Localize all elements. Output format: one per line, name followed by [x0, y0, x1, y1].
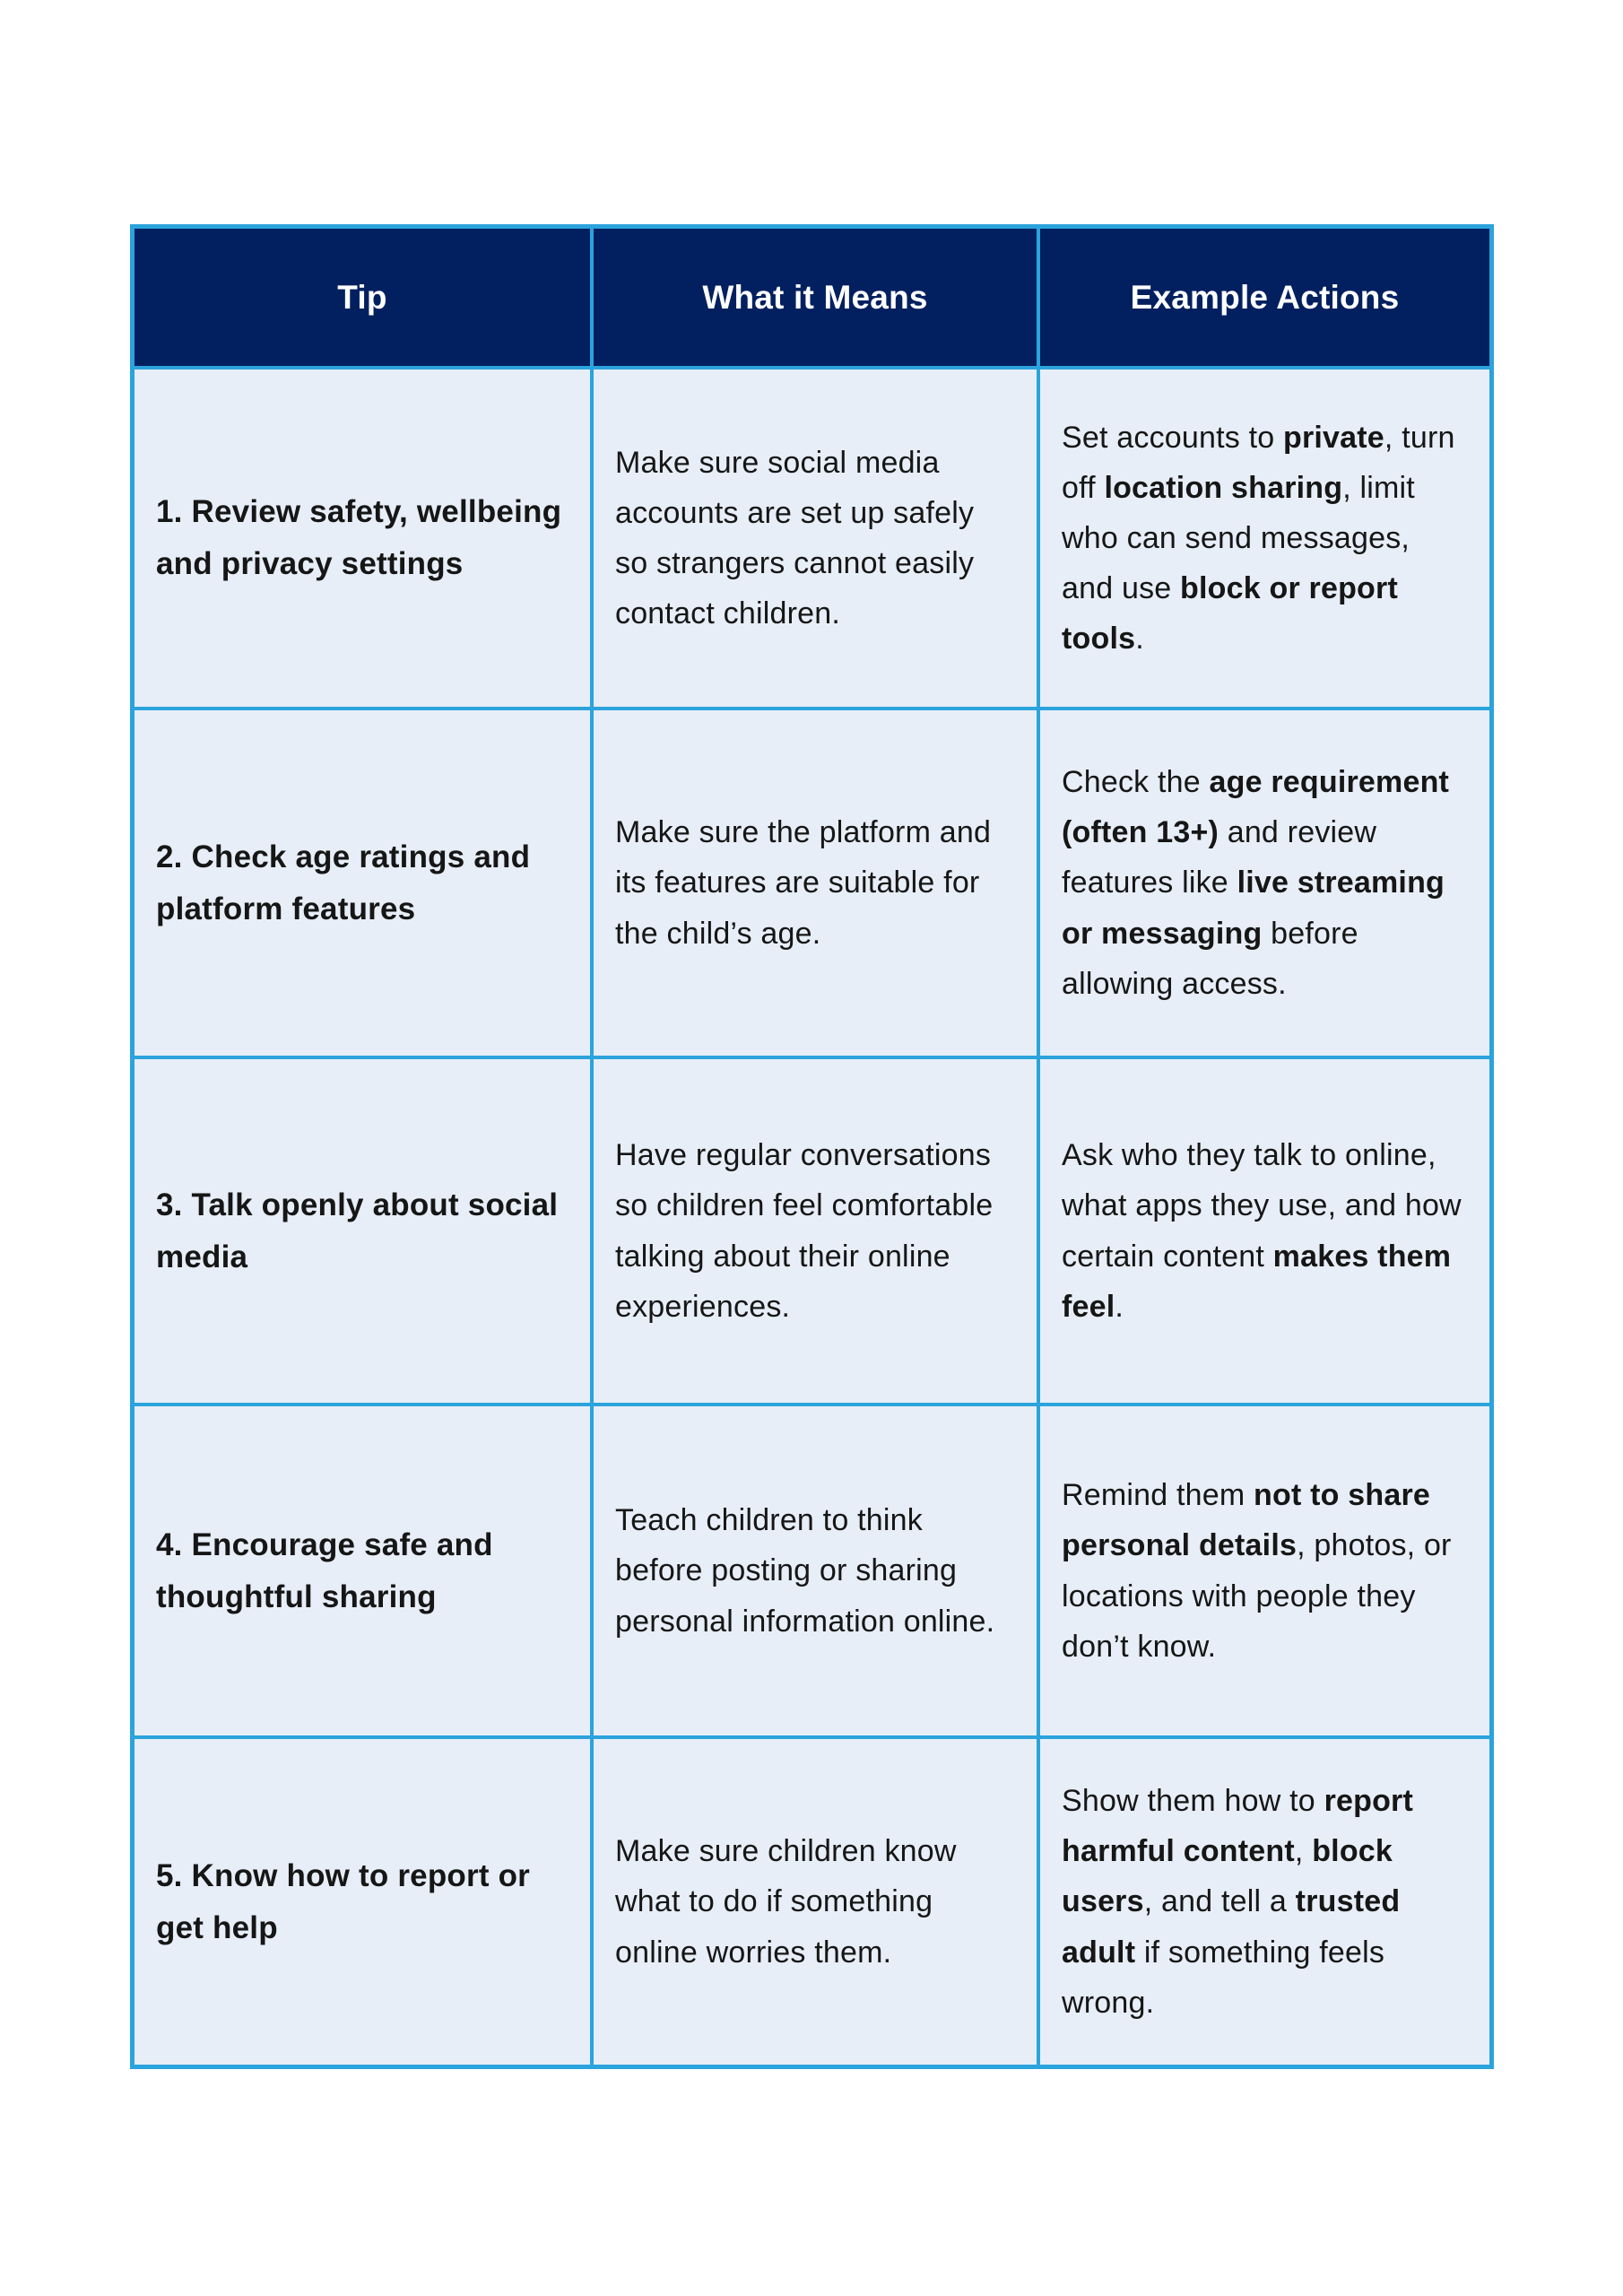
row-3-meaning-cell	[594, 1059, 1037, 1403]
row-5-actions-text: Show them how to report harmful content, block users, and tell a trusted adult if something feels wrong.	[1062, 1784, 1413, 2020]
row-3-actions-cell	[1040, 1059, 1489, 1403]
row-2-tip-cell	[135, 710, 590, 1056]
row-1-meaning-cell	[594, 370, 1037, 707]
header-cell-what-it-means: What it Means	[594, 229, 1037, 366]
row-1-tip-text: 1. Review safety, wellbeing and privacy settings	[156, 494, 562, 581]
row-5-tip-text: 5. Know how to report or get help	[156, 1857, 531, 1945]
row-1-tip-cell	[135, 370, 590, 707]
row-4-meaning-text: Teach children to think before posting or sharing personal information online.	[615, 1503, 995, 1639]
row-4-meaning-cell	[594, 1406, 1037, 1735]
row-3-meaning-text: Have regular conversations so children feel comfortable talking about their online experiences.	[615, 1138, 994, 1324]
row-4-tip-text: 4. Encourage safe and thoughtful sharing	[156, 1526, 493, 1614]
row-3-tip-cell	[135, 1059, 590, 1403]
row-1-actions-text: Set accounts to private, turn off location sharing, limit who can send messages, and use block or report tools.	[1062, 420, 1455, 657]
row-2-actions-cell	[1040, 710, 1489, 1056]
row-5-actions-cell	[1040, 1739, 1489, 2065]
row-5-tip-cell	[135, 1739, 590, 2065]
row-2-actions-text: Check the age requirement (often 13+) and review features like live streaming or messaging before allowing access.	[1062, 765, 1450, 1001]
row-1-actions-cell	[1040, 370, 1489, 707]
social-media-safety-table	[130, 224, 1494, 2069]
row-3-actions-text: Ask who they talk to online, what apps they use, and how certain content makes them feel.	[1062, 1138, 1462, 1324]
row-2-meaning-cell	[594, 710, 1037, 1056]
row-5-meaning-text: Make sure children know what to do if something online worries them.	[615, 1834, 957, 1970]
row-4-tip-cell	[135, 1406, 590, 1735]
row-2-tip-text: 2. Check age ratings and platform features	[156, 839, 531, 926]
row-3-tip-text: 3. Talk openly about social media	[156, 1187, 559, 1274]
header-cell-tip: Tip	[135, 229, 590, 366]
row-2-meaning-text: Make sure the platform and its features are suitable for the child’s age.	[615, 815, 992, 951]
row-1-meaning-text: Make sure social media accounts are set up safely so strangers cannot easily contact children.	[615, 445, 975, 631]
row-5-meaning-cell	[594, 1739, 1037, 2065]
row-4-actions-cell	[1040, 1406, 1489, 1735]
row-4-actions-text: Remind them not to share personal details, photos, or locations with people they don’t know.	[1062, 1478, 1452, 1664]
header-cell-example-actions: Example Actions	[1040, 229, 1489, 366]
